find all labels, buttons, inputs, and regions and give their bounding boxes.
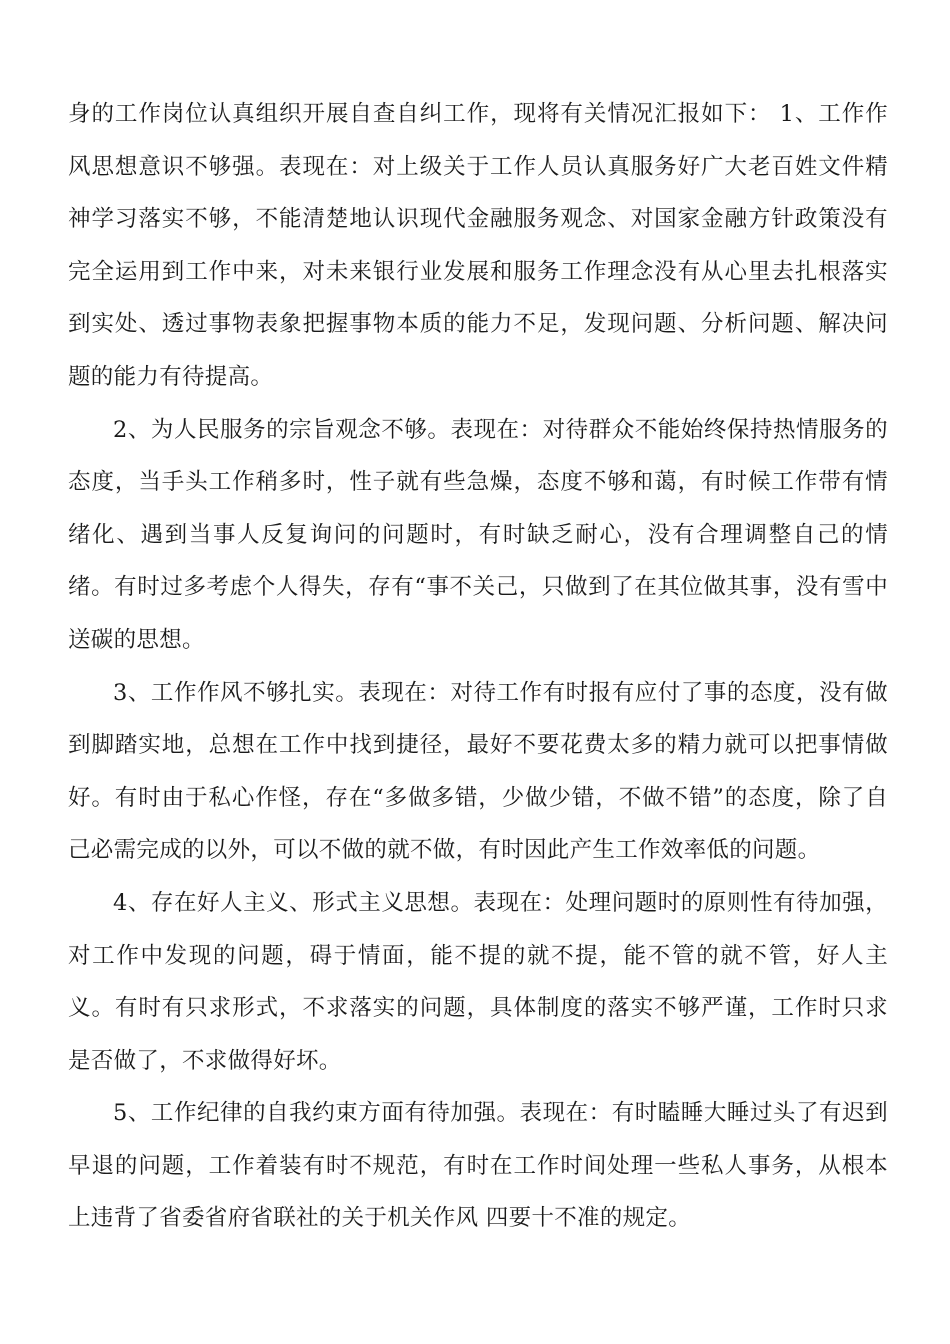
paragraph-4: 4、存在好人主义、形式主义思想。表现在：处理问题时的原则性有待加强，对工作中发现的问题，碍于情面，能不提的就不提，能不管的就不管，好人主义。有时有只求形式，不求落实的问题，具体制度的落实不够严谨，工作时只求是否做了，不求做得好坏。: [68, 889, 888, 1074]
document-body: [68, 88, 888, 1245]
paragraph-2: 2、为人民服务的宗旨观念不够。表现在：对待群众不能始终保持热情服务的态度，当手头工作稍多时，性子就有些急燥，态度不够和蔼，有时候工作带有情绪化、遇到当事人反复询问的问题时，有时缺乏耐心，没有合理调整自己的情绪。有时过多考虑个人得失，存有“事不关己，只做到了在其位做其事，没有雪中送碳的思想。: [68, 416, 888, 653]
paragraph-3: 3、工作作风不够扎实。表现在：对待工作有时报有应付了事的态度，没有做到脚踏实地，总想在工作中找到捷径，最好不要花费太多的精力就可以把事情做好。有时由于私心作怪，存在“多做多错，少做少错，不做不错”的态度，除了自己必需完成的以外，可以不做的就不做，有时因此产生工作效率低的问题。: [68, 679, 888, 864]
paragraph-1: 身的工作岗位认真组织开展自查自纠工作，现将有关情况汇报如下： 1、工作作风思想意识不够强。表现在：对上级关于工作人员认真服务好广大老百姓文件精神学习落实不够，不能清楚地认识现代金融服务观念、对国家金融方针政策没有完全运用到工作中来，对未来银行业发展和服务工作理念没有从心里去扎根落实到实处、透过事物表象把握事物本质的能力不足，发现问题、分析问题、解决问题的能力有待提高。: [68, 101, 888, 390]
paragraph-5: 5、工作纪律的自我约束方面有待加强。表现在：有时瞌睡大睡过头了有迟到早退的问题，工作着装有时不规范，有时在工作时间处理一些私人事务，从根本上违背了省委省府省联社的关于机关作风 四要十不准的规定。: [68, 1100, 888, 1232]
